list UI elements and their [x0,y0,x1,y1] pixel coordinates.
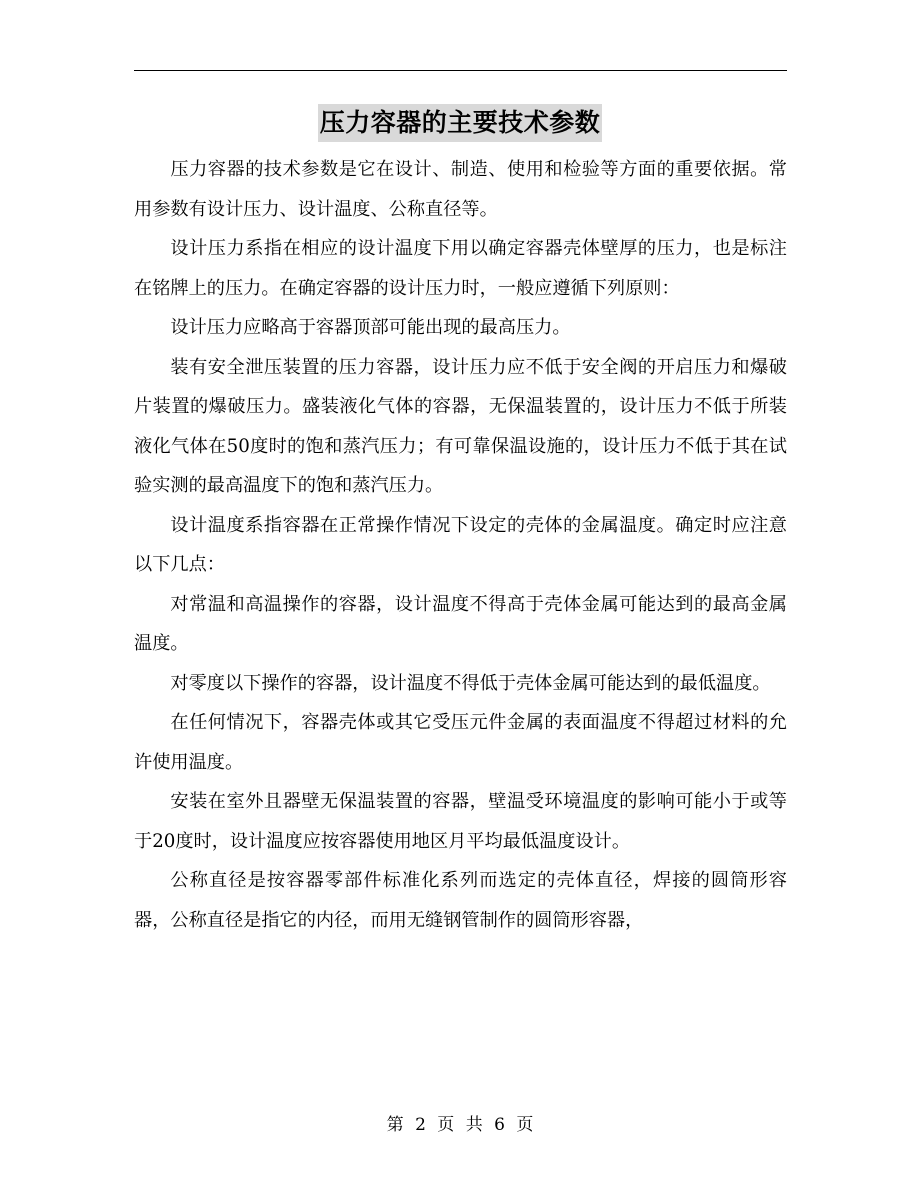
paragraph-1: 压力容器的技术参数是它在设计、制造、使用和检验等方面的重要依据。常用参数有设计压力、设计温度、公称直径等。 [134,159,787,220]
paragraph-10: 公称直径是按容器零部件标准化系列而选定的壳体直径，焊接的圆筒形容器，公称直径是指它的内径，而用无缝钢管制作的圆筒形容器， [134,870,787,931]
paragraph-8: 在任何情况下，容器壳体或其它受压元件金属的表面温度不得超过材料的允许使用温度。 [134,712,787,773]
paragraph-4: 装有安全泄压装置的压力容器，设计压力应不低于安全阀的开启压力和爆破片装置的爆破压力。盛装液化气体的容器，无保温装置的，设计压力不低于所装液化气体在50度时的饱和蒸汽压力；有可靠保温设施的，设计压力不低于其在试验实测的最高温度下的饱和蒸汽压力。 [134,356,787,496]
paragraph-7: 对零度以下操作的容器，设计温度不得低于壳体金属可能达到的最低温度。 [170,672,771,694]
paragraph-9: 安装在室外且器壁无保温装置的容器，壁温受环境温度的影响可能小于或等于20度时，设计温度应按容器使用地区月平均最低温度设计。 [134,791,787,852]
header-rule [134,70,787,71]
paragraph-5: 设计温度系指容器在正常操作情况下设定的壳体的金属温度。确定时应注意以下几点： [134,514,787,575]
paragraph-3: 设计压力应略高于容器顶部可能出现的最高压力。 [170,317,571,338]
paragraph-2: 设计压力系指在相应的设计温度下用以确定容器壳体壁厚的压力，也是标注在铭牌上的压力。在确定容器的设计压力时，一般应遵循下列原则： [134,238,787,299]
document-body [134,150,787,940]
title-container [0,104,920,142]
paragraph-6: 对常温和高温操作的容器，设计温度不得高于壳体金属可能达到的最高金属温度。 [134,593,787,654]
document-title: 压力容器的主要技术参数 [318,104,603,142]
page-footer: 第 2 页 共 6 页 [386,1115,534,1135]
